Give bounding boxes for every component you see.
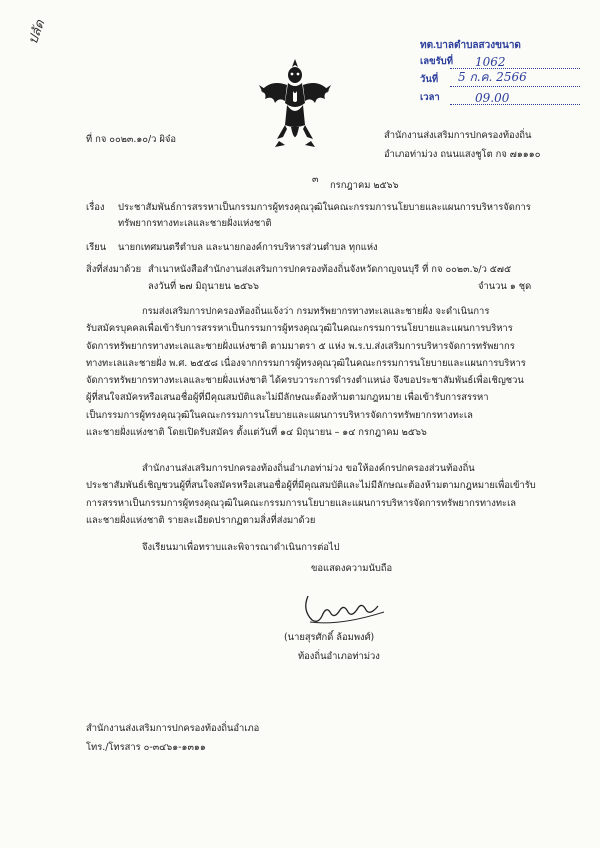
body-paragraph-2 xyxy=(86,460,536,529)
body-line: ทางทะเลและชายฝั่ง พ.ศ. ๒๕๕๘ เนื่องจากกรรมการผู้ทรงคุณวุฒิในคณะกรรมการนโยบายและแผนการบริหาร xyxy=(86,357,526,369)
date-day: ๓ xyxy=(312,174,319,185)
signer-title: ท้องถิ่นอำเภอท่าม่วง xyxy=(298,651,380,662)
to-label: เรียน xyxy=(86,242,107,253)
body-line: กรมส่งเสริมการปกครองท้องถิ่นแจ้งว่า กรมทรัพยากรทางทะเลและชายฝั่ง จะดำเนินการ xyxy=(142,306,490,317)
stamp-date-label: วันที่ xyxy=(420,74,439,85)
signer-name: (นายสุรศักดิ์ ล้อมพงศ์) xyxy=(284,632,375,643)
reference-number: ที่ กจ ๐๐๒๓.๑๐/ว ผิจ๋อ xyxy=(86,134,177,145)
sender-line-2: อำเภอท่าม่วง ถนนแสงชูโต กจ ๗๑๑๑๐ xyxy=(384,149,541,160)
body-line: เป็นกรรมการผู้ทรงคุณวุฒิในคณะกรรมการนโยบายและแผนการบริหารจัดการทรัพยากรทางทะเล xyxy=(86,409,473,421)
body-line: ประชาสัมพันธ์เชิญชวนผู้ที่สนใจสมัครหรือเสนอชื่อผู้ที่มีคุณสมบัติและไม่มีลักษณะต้องห้ามตามกฎหมายเพื่อเข้ารับ xyxy=(86,480,536,492)
stamp-date-value: 5 ก.ค. 2566 xyxy=(458,70,527,84)
letter-date: กรกฎาคม ๒๕๖๖ xyxy=(330,180,399,191)
body-line: จัดการทรัพยากรทางทะเลและชายฝั่งแห่งชาติ ตามมาตรา ๕ แห่ง พ.ร.บ.ส่งเสริมการบริหารจัดการทรัพยากร xyxy=(86,340,515,352)
receipt-stamp xyxy=(420,38,580,108)
body-line: การสรรหาเป็นกรรมการผู้ทรงคุณวุฒิในคณะกรรมการนโยบายและแผนการบริหารจัดการทรัพยากรทางทะเล xyxy=(86,497,517,509)
body-line: สำนักงานส่งเสริมการปกครองท้องถิ่นอำเภอท่าม่วง ขอให้องค์กรปกครองส่วนท้องถิ่น xyxy=(142,463,475,474)
footer-office: สำนักงานส่งเสริมการปกครองท้องถิ่นอำเภอ xyxy=(86,723,260,734)
body-line: และชายฝั่งแห่งชาติ รายละเอียดปรากฏตามสิ่งที่ส่งมาด้วย xyxy=(86,514,316,526)
handwritten-signature xyxy=(300,590,390,630)
garuda-emblem-icon xyxy=(257,55,333,151)
enclosure-count: จำนวน ๑ ชุด xyxy=(478,281,532,292)
body-line: ผู้ที่สนใจสมัครหรือเสนอชื่อผู้ที่มีคุณสมบัติและไม่มีลักษณะต้องห้ามตามกฎหมาย เพื่อเข้ารับการสรรหา xyxy=(86,392,489,404)
subject-line-1: ประชาสัมพันธ์การสรรหาเป็นกรรมการผู้ทรงคุณวุฒิในคณะกรรมการนโยบายและแผนการบริหารจัดการ xyxy=(118,202,531,213)
stamp-date-row xyxy=(420,72,580,90)
enclosure-line-2: ลงวันที่ ๒๗ มิถุนายน ๒๕๖๖ xyxy=(148,281,259,292)
footer-phone: โทร./โทรสาร ๐-๓๔๖๑-๑๓๑๑ xyxy=(86,742,206,753)
body-line: และชายฝั่งแห่งชาติ โดยเปิดรับสมัคร ตั้งแต่วันที่ ๑๔ มิถุนายน – ๑๔ กรกฎาคม ๒๕๖๖ xyxy=(86,427,427,439)
stamp-receipt-no: 1062 xyxy=(475,55,506,69)
enclosure-label: สิ่งที่ส่งมาด้วย xyxy=(86,264,142,275)
to-recipient: นายกเทศมนตรีตำบล และนายกองค์การบริหารส่วนตำบล ทุกแห่ง xyxy=(118,242,378,253)
sender-line-1: สำนักงานส่งเสริมการปกครองท้องถิ่น xyxy=(384,130,532,141)
stamp-time-value: 09.00 xyxy=(475,91,510,105)
handwritten-corner-mark: ปลัด xyxy=(25,18,49,47)
stamp-time-row xyxy=(420,90,580,108)
body-paragraph-1 xyxy=(86,303,526,441)
stamp-dotted-line xyxy=(450,104,580,105)
subject-label: เรื่อง xyxy=(86,202,105,213)
subject-line-2: ทรัพยากรทางทะเลและชายฝั่งแห่งชาติ xyxy=(118,218,272,229)
body-line: รับสมัครบุคคลเพื่อเข้ารับการสรรหาเป็นกรรมการผู้ทรงคุณวุฒิในคณะกรรมการนโยบายและแผนการบริหาร xyxy=(86,323,513,335)
stamp-office: ทต.บาลตำบลสวงขนาด xyxy=(420,40,521,51)
stamp-receipt-label: เลขรับที่ xyxy=(420,56,453,67)
enclosure-line-1: สำเนาหนังสือสำนักงานส่งเสริมการปกครองท้องถิ่นจังหวัดกาญจนบุรี ที่ กจ ๐๐๒๓.๖/ว ๕๗๕ xyxy=(148,264,512,275)
body-line: จัดการทรัพยากรทางทะเลและชายฝั่งแห่งชาติ ได้ครบวาระการดำรงตำแหน่ง จึงขอประชาสัมพันธ์เพื่อเชิญชวน xyxy=(86,375,524,387)
stamp-time-label: เวลา xyxy=(420,92,440,103)
closing-request: จึงเรียนมาเพื่อทราบและพิจารณาดำเนินการต่อไป xyxy=(142,542,340,553)
closing-salutation: ขอแสดงความนับถือ xyxy=(311,563,393,574)
